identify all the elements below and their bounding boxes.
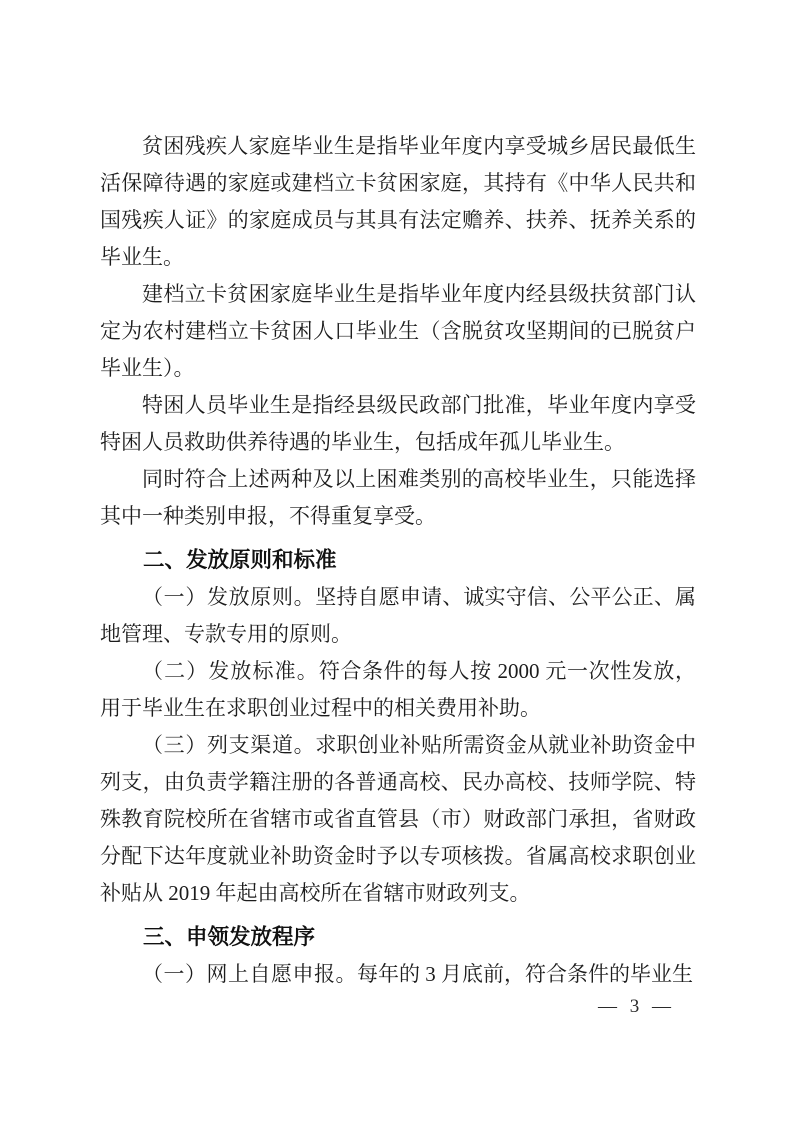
page-number: — 3 — [598, 996, 675, 1017]
paragraph-principle [100, 579, 696, 653]
section-heading-principles-standards: 二、发放原则和标准 [143, 548, 337, 572]
paragraph-online-application [100, 956, 696, 993]
paragraph-standard [100, 653, 696, 727]
paragraph-text-principle: 坚持自愿申请、诚实守信、公平公正、属地管理、专款专用的原则。 [100, 585, 696, 646]
paragraph-definition-registered-poor: 建档立卡贫困家庭毕业生是指毕业年度内经县级扶贫部门认定为农村建档立卡贫困人口毕业生（含脱贫攻坚期间的已脱贫户毕业生）。 [100, 282, 696, 380]
paragraph-funding-channel [100, 727, 696, 912]
document-body [100, 128, 696, 993]
paragraph-text-standard: 符合条件的每人按 2000 元一次性发放，用于毕业生在求职创业过程中的相关费用补助。 [100, 659, 697, 720]
paragraph-text-funding-channel: 求职创业补贴所需资金从就业补助资金中列支，由负责学籍注册的各普通高校、民办高校、技师学院、特殊教育院校所在省辖市或省直管县（市）财政部门承担，省财政分配下达年度就业补助资金时予以专项核拨。省属高校求职创业补贴从 2019 年起由高校所在省辖市财政列支。 [100, 733, 696, 905]
paragraph-definition-extreme-poverty: 特困人员毕业生是指经县级民政部门批准，毕业年度内享受特困人员救助供养待遇的毕业生，包括成年孤儿毕业生。 [100, 393, 696, 454]
paragraph-no-duplicate-claims: 同时符合上述两种及以上困难类别的高校毕业生，只能选择其中一种类别申报，不得重复享受。 [100, 467, 696, 528]
section-heading-application-procedure: 三、申领发放程序 [143, 925, 316, 949]
paragraph-lead-standard: （二）发放标准。 [142, 659, 319, 683]
paragraph-lead-funding-channel: （三）列支渠道。 [142, 733, 316, 757]
paragraph-definition-poor-disabled: 贫困残疾人家庭毕业生是指毕业年度内享受城乡居民最低生活保障待遇的家庭或建档立卡贫困家庭，其持有《中华人民共和国残疾人证》的家庭成员与其具有法定赡养、扶养、抚养关系的毕业生。 [100, 134, 696, 269]
paragraph-lead-online-application: （一）网上自愿申报。 [142, 962, 357, 986]
paragraph-lead-principle: （一）发放原则。 [142, 585, 316, 609]
paragraph-text-online-application: 每年的 3 月底前，符合条件的毕业生 [357, 962, 693, 986]
